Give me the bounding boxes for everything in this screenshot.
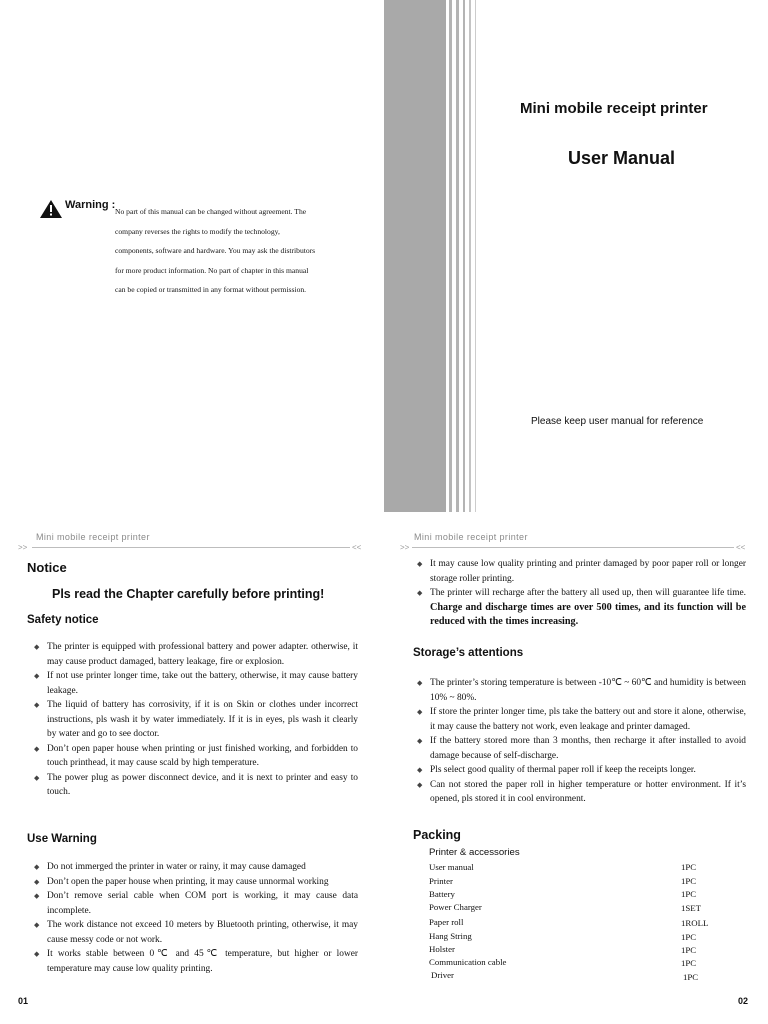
diamond-bullet-icon: ◆ bbox=[417, 560, 423, 568]
notice-subheading: Pls read the Chapter carefully before printing! bbox=[52, 587, 325, 601]
packing-item-name: Hang String bbox=[429, 931, 472, 941]
list-item: ◆ Do not immerged the printer in water or rainy, it may cause damaged bbox=[30, 860, 358, 875]
page-number: 02 bbox=[738, 996, 749, 1006]
packing-item-qty: 1PC bbox=[681, 932, 697, 942]
packing-item-qty: 1ROLL bbox=[681, 918, 709, 928]
list-item: ◆ If the battery stored more than 3 months, then recharge it after installed to avoid damage because of self-discharge. bbox=[417, 736, 746, 761]
packing-item-qty: 1PC bbox=[681, 958, 697, 968]
list-item: ◆ Don’t remove serial cable when COM port is working, it may cause data incomplete. bbox=[34, 891, 358, 916]
diamond-bullet-icon: ◆ bbox=[34, 950, 40, 958]
diamond-bullet-icon: ◆ bbox=[417, 708, 423, 716]
chevron-right-icon: << bbox=[352, 543, 362, 552]
list-item: ◆ The liquid of battery has corrosivity, if it is on Skin or clothes under incorrect instructions, pls wash it by water immediately. If it is in eyes, pls wash it clearly by water and go to see doctor. bbox=[34, 700, 358, 739]
safety-heading: Safety notice bbox=[27, 614, 99, 626]
diamond-bullet-icon: ◆ bbox=[34, 773, 40, 782]
cover-stripe bbox=[449, 0, 452, 512]
list-item: ◆ Don’t open paper house when printing or just finished working, and forbidden to touch printhead, it may cause scald by high temperature. bbox=[34, 743, 358, 768]
packing-table bbox=[429, 862, 729, 984]
storage-heading: Storage’s attentions bbox=[413, 647, 524, 659]
packing-item-name: Driver bbox=[431, 970, 454, 980]
chevron-right-icon: << bbox=[736, 543, 746, 552]
diamond-bullet-icon: ◆ bbox=[417, 737, 423, 745]
cover-stripe bbox=[469, 0, 471, 512]
diamond-bullet-icon: ◆ bbox=[34, 921, 40, 929]
list-item: ◆ Don’t open the paper house when printing, it may cause unnormal working bbox=[30, 875, 358, 890]
packing-heading: Packing bbox=[413, 828, 461, 842]
packing-item-name: Battery bbox=[429, 889, 455, 899]
list-item: ◆ The printer will recharge after the battery all used up, then will guarantee life time. Charge and discharge times are over 500 times, and its function will be reduced with the times increasing. bbox=[417, 588, 746, 627]
chevron-left-icon: >> bbox=[400, 543, 410, 552]
list-item: ◆ Pls select good quality of thermal paper roll if keep the receipts longer. bbox=[413, 763, 746, 778]
top-list bbox=[413, 557, 746, 630]
diamond-bullet-icon: ◆ bbox=[34, 863, 40, 871]
warning-line: No part of this manual can be changed without agreement. The bbox=[115, 207, 307, 216]
cover-subtitle: Mini mobile receipt printer bbox=[520, 100, 708, 117]
packing-item-qty: 1PC bbox=[681, 945, 697, 955]
list-item: ◆ The power plug as power disconnect device, and it is next to printer and easy to touch. bbox=[34, 772, 358, 797]
list-item: ◆ The printer is equipped with professional battery and power adapter. otherwise, it may cause product damaged, battery leakage, fire or explosion. bbox=[34, 642, 358, 667]
running-head: Mini mobile receipt printer bbox=[414, 532, 528, 542]
safety-list bbox=[30, 640, 358, 800]
cover-stripe bbox=[475, 0, 476, 512]
diamond-bullet-icon: ◆ bbox=[34, 643, 40, 651]
cover-note: Please keep user manual for reference bbox=[531, 416, 704, 427]
diamond-bullet-icon: ◆ bbox=[34, 701, 40, 709]
cover-stripe bbox=[463, 0, 465, 512]
warning-line: for more product information. No part of chapter in this manual bbox=[115, 265, 309, 275]
cover-title: User Manual bbox=[568, 148, 676, 168]
diamond-bullet-icon: ◆ bbox=[417, 679, 423, 687]
storage-list bbox=[413, 676, 746, 807]
packing-item-qty: 1PC bbox=[681, 862, 697, 872]
warning-line: can be copied or transmitted in any format without permission. bbox=[115, 285, 307, 294]
use-warning-list bbox=[30, 860, 358, 976]
list-item: ◆ Can not stored the paper roll in higher temperature or hotter environment. If it’s opened, pls stored it in cool environment. bbox=[417, 779, 746, 804]
header-rule bbox=[412, 547, 734, 548]
diamond-bullet-icon: ◆ bbox=[417, 589, 423, 597]
bold-statement: Charge and discharge times are over 500 times, and its function will be reduced with the times increasing. bbox=[430, 601, 746, 627]
list-item: ◆ If not use printer longer time, take out the battery, otherwise, it may cause battery leakage. bbox=[34, 671, 358, 696]
cover-band-title bbox=[384, 0, 446, 512]
packing-item-name: Power Charger bbox=[429, 902, 482, 912]
diamond-bullet-icon: ◆ bbox=[34, 877, 40, 886]
diamond-bullet-icon: ◆ bbox=[34, 892, 40, 900]
list-item: ◆ The work distance not exceed 10 meters by Bluetooth printing, otherwise, it may cause messy code or not work. bbox=[34, 920, 358, 945]
cover-band bbox=[384, 0, 446, 512]
list-item: ◆ It may cause low quality printing and printer damaged by poor paper roll or longer storage roller printing. bbox=[417, 559, 746, 584]
packing-item-name: Holster bbox=[429, 944, 455, 954]
warning-line: components, software and hardware. You may ask the distributors bbox=[115, 246, 316, 255]
packing-subheading: Printer & accessories bbox=[429, 847, 520, 858]
warning-line: company reverses the rights to modify the technology, bbox=[115, 226, 280, 236]
list-item: ◆ It works stable between 0℃ and 45℃ temperature, but higher or lower temperature may cause low quality printing. bbox=[34, 949, 358, 974]
packing-item-qty: 1PC bbox=[681, 876, 697, 886]
warning-label: Warning : bbox=[65, 199, 116, 211]
warning-triangle-icon bbox=[40, 200, 62, 218]
use-warning-heading: Use Warning bbox=[27, 833, 97, 845]
packing-item-name: Communication cable bbox=[429, 957, 507, 967]
packing-item-name: Paper roll bbox=[429, 917, 464, 927]
header-rule bbox=[32, 547, 350, 548]
diamond-bullet-icon: ◆ bbox=[34, 744, 40, 753]
packing-item-name: Printer bbox=[429, 876, 453, 886]
packing-item-qty: 1PC bbox=[683, 972, 699, 982]
packing-item-name: User manual bbox=[429, 862, 474, 872]
cover-stripe bbox=[456, 0, 459, 512]
packing-item-qty: 1SET bbox=[681, 903, 702, 913]
list-item: ◆ The printer’s storing temperature is between -10℃ ~ 60℃ and humidity is between 10% ~ 80%. bbox=[417, 678, 746, 703]
running-head: Mini mobile receipt printer bbox=[36, 532, 150, 542]
chevron-left-icon: >> bbox=[18, 543, 28, 552]
packing-item-qty: 1PC bbox=[681, 889, 697, 899]
diamond-bullet-icon: ◆ bbox=[34, 672, 40, 680]
diamond-bullet-icon: ◆ bbox=[417, 780, 423, 789]
diamond-bullet-icon: ◆ bbox=[417, 766, 423, 774]
list-item: ◆ If store the printer longer time, pls take the battery out and store it alone, otherwise, it may cause the battery not work, even leakage and printer damaged. bbox=[417, 707, 746, 732]
page-number: 01 bbox=[18, 996, 29, 1006]
warning-text bbox=[115, 202, 343, 300]
notice-heading: Notice bbox=[27, 560, 67, 575]
